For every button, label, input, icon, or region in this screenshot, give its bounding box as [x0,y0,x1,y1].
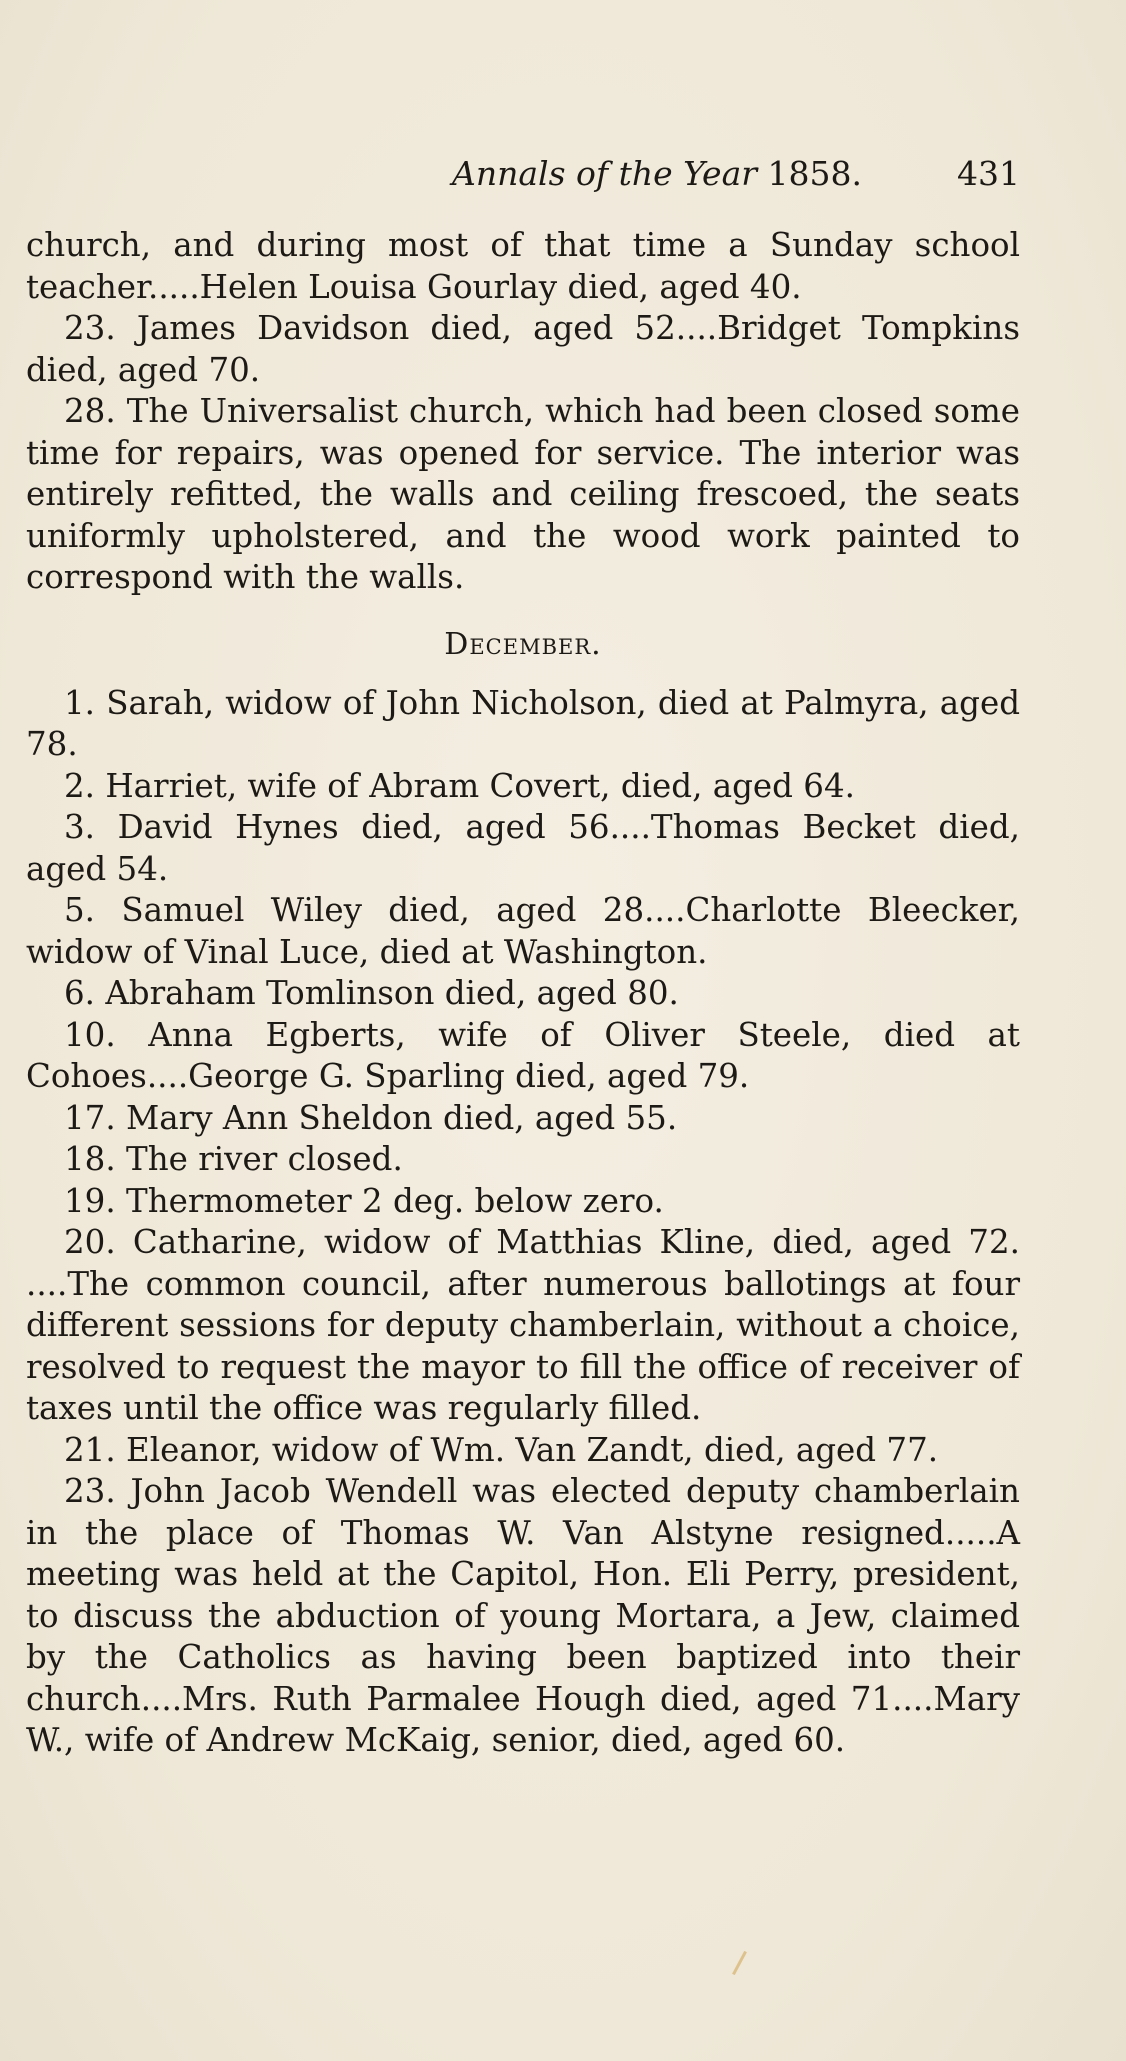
entry-dec-20: 20. Catharine, widow of Matthias Kline, died, aged 72. ....The common council, after numerous ballotings at four different sessions for deputy chamberlain, without a choice, resolved to request the mayor to fill the office of receiver of taxes until the office was regularly filled. [26,1223,1020,1427]
entry-dec-1: 1. Sarah, widow of John Nicholson, died at Palmyra, aged 78. [26,683,1020,763]
paragraph-continued: church, and during most of that time a Sunday school teacher.....Helen Louisa Gourlay died, aged 40. [26,226,1020,306]
running-title [452,150,862,198]
entry-dec-6: 6. Abraham Tomlinson died, aged 80. [64,974,679,1012]
page-number: 431 [957,154,1020,193]
running-title-italic: Annals of the Year [452,154,758,193]
entry-dec-5: 5. Samuel Wiley died, aged 28....Charlotte Bleecker, widow of Vinal Luce, died at Washington. [26,891,1020,971]
ink-mark [732,1951,747,1975]
entry-dec-19: 19. Thermometer 2 deg. below zero. [64,1181,664,1220]
entry-dec-17: 17. Mary Ann Sheldon died, aged 55. [64,1098,678,1137]
running-head [26,150,1020,198]
entry-dec-23: 23. John Jacob Wendell was elected deputy chamberlain in the place of Thomas W. Van Alstyne resigned.....A meeting was held at the Capitol, Hon. Eli Perry, president, to discuss the abduction of young Mortara, a Jew, claimed by the Catholics as having been baptized into their church....Mrs. Ruth Parmalee Hough died, aged 71....Mary W., wife of Andrew McKaig, senior, died, aged 60. [26,1472,1020,1759]
month-heading: December. [444,626,602,662]
entry-28-nov: 28. The Universalist church, which had been closed some time for repairs, was opened for service. The interior was entirely refitted, the walls and ceiling frescoed, the seats uniformly upholstered, and the wood work painted to correspond with the walls. [26,392,1020,596]
running-title-year: 1858. [757,154,862,193]
entry-dec-18: 18. The river closed. [64,1140,403,1178]
entry-dec-21: 21. Eleanor, widow of Wm. Van Zandt, died, aged 77. [64,1430,939,1469]
body-text [26,225,1020,1762]
entry-dec-10: 10. Anna Egberts, wife of Oliver Steele, died at Cohoes....George G. Sparling died, aged 79. [26,1015,1020,1095]
entry-dec-3: 3. David Hynes died, aged 56....Thomas Becket died, aged 54. [26,808,1020,888]
entry-23-nov: 23. James Davidson died, aged 52....Bridget Tompkins died, aged 70. [26,309,1020,389]
entry-dec-2: 2. Harriet, wife of Abram Covert, died, aged 64. [64,766,855,805]
